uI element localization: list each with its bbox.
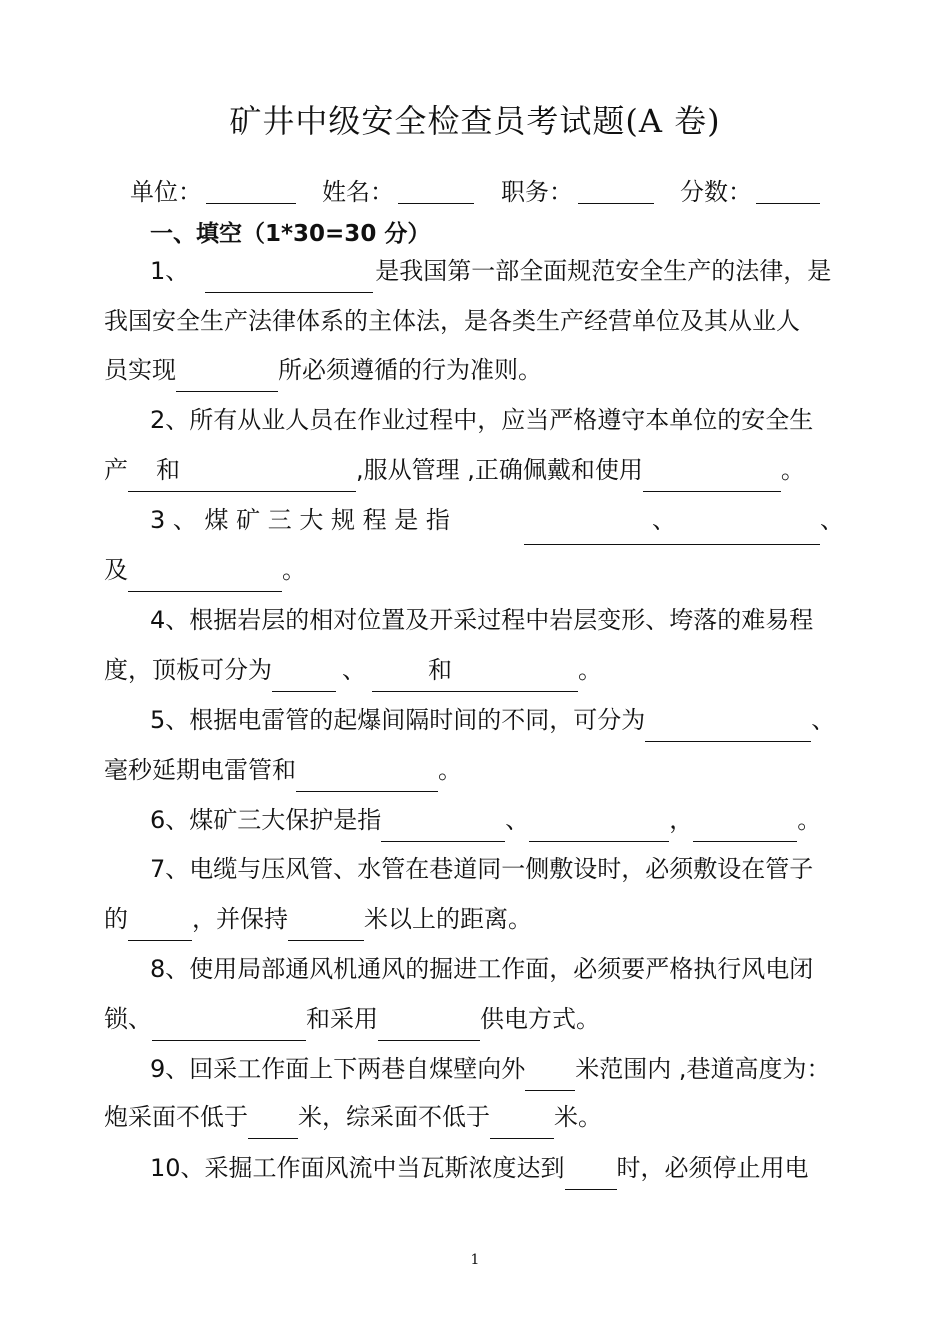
q1-text-1: 是我国第一部全面规范安全生产的法律，是 — [375, 257, 832, 285]
q7-line2 — [104, 904, 532, 941]
q2-text-5: 。 — [780, 456, 805, 484]
q7-line1 — [150, 854, 813, 884]
q6-blank-1[interactable] — [381, 819, 505, 842]
q10-blank-1[interactable] — [565, 1167, 617, 1190]
q10-text-1: 10、采掘工作面风流中当瓦斯浓度达到 — [150, 1154, 565, 1182]
q1-line2 — [104, 306, 800, 336]
q1-text-4: 所必须遵循的行为准则。 — [278, 356, 542, 384]
page-number: 1 — [470, 1252, 480, 1268]
q1-blank-2[interactable] — [176, 369, 278, 392]
q3-text-2: 及 — [104, 556, 128, 584]
q5-text-4: 。 — [438, 756, 462, 784]
position-label: 职务： — [501, 178, 573, 206]
q7-text-2: 的 — [104, 905, 128, 933]
position-blank[interactable] — [578, 203, 654, 204]
q1-line3 — [104, 355, 542, 392]
q3-text-3: 。 — [282, 556, 306, 584]
q1-blank-1[interactable] — [205, 270, 373, 293]
q9-line1 — [150, 1054, 831, 1091]
q3-blank-1[interactable] — [524, 544, 820, 545]
unit-blank[interactable] — [206, 203, 296, 204]
q5-text-1: 5、根据电雷管的起爆间隔时间的不同，可分为 — [150, 706, 646, 734]
q8-line1 — [150, 954, 813, 984]
q7-text-3: ，并保持 — [192, 905, 288, 933]
q2-text-1: 2、所有从业人员在作业过程中，应当严格遵守本单位的安全生 — [150, 406, 814, 434]
q1-line1 — [150, 256, 831, 293]
q7-text-1: 7、电缆与压风管、水管在巷道同一侧敷设时，必须敷设在管子 — [150, 855, 814, 883]
q5-blank-2[interactable] — [296, 769, 438, 792]
q4-sep-1: 、 — [342, 656, 366, 684]
q5-line1 — [150, 705, 835, 742]
q2-blank-2[interactable] — [228, 469, 356, 492]
q5-line2 — [104, 755, 462, 792]
q1-text-3: 员实现 — [104, 356, 176, 384]
score-label: 分数： — [680, 178, 752, 206]
q9-blank-2[interactable] — [248, 1116, 298, 1139]
q9-text-1: 9、回采工作面上下两巷自煤壁向外 — [150, 1055, 526, 1083]
name-label: 姓名： — [322, 178, 394, 206]
q4-text-3: 。 — [578, 656, 602, 684]
q4-sep-2: 和 — [428, 656, 452, 684]
q9-blank-1[interactable] — [525, 1068, 575, 1091]
q5-blank-1[interactable] — [645, 719, 811, 742]
q6-sep-1: 、 — [505, 806, 530, 834]
q7-blank-2[interactable] — [288, 918, 364, 941]
q8-line2 — [104, 1004, 600, 1041]
q5-text-2: 、 — [811, 706, 836, 734]
q6-sep-2: ， — [669, 806, 694, 834]
score-blank[interactable] — [756, 203, 820, 204]
q3-text-1: 3 、 煤 矿 三 大 规 程 是 指 — [150, 506, 450, 534]
q3-sep-1: 、 — [652, 506, 676, 534]
q1-text-2: 我国安全生产法律体系的主体法，是各类生产经营单位及其从业人 — [104, 307, 800, 335]
q9-text-5: 米。 — [554, 1103, 602, 1131]
q6-text-1: 6、煤矿三大保护是指 — [150, 806, 382, 834]
q8-text-4: 供电方式。 — [480, 1005, 600, 1033]
section-heading: 一、填空（1*30=30 分） — [150, 221, 431, 247]
q8-text-1: 8、使用局部通风机通风的掘进工作面，必须要严格执行风电闭 — [150, 955, 814, 983]
q6-blank-2[interactable] — [529, 819, 669, 842]
q3-line1 — [150, 505, 450, 535]
q9-line2 — [104, 1102, 602, 1139]
q4-line2 — [104, 655, 602, 692]
q4-text-2: 度，顶板可分为 — [104, 656, 272, 684]
q7-text-4: 米以上的距离。 — [364, 905, 532, 933]
q7-blank-1[interactable] — [128, 918, 192, 941]
q4-blank-3[interactable] — [462, 669, 578, 692]
q2-line2 — [104, 455, 805, 492]
q10-line — [150, 1153, 809, 1190]
q4-line1 — [150, 605, 813, 635]
q4-blank-1[interactable] — [272, 669, 336, 692]
q3-sep-2: 、 — [820, 506, 844, 534]
q2-blank-3[interactable] — [643, 469, 781, 492]
unit-label: 单位： — [130, 178, 202, 206]
q3-line2 — [104, 555, 306, 592]
q8-blank-1[interactable] — [152, 1018, 306, 1041]
q3-blank-2[interactable] — [128, 569, 282, 592]
q9-text-4: 米，综采面不低于 — [298, 1103, 490, 1131]
q9-blank-3[interactable] — [490, 1116, 554, 1139]
q5-text-3: 毫秒延期电雷管和 — [104, 756, 296, 784]
q4-text-1: 4、根据岩层的相对位置及开采过程中岩层变形、垮落的难易程 — [150, 606, 814, 634]
q6-blank-3[interactable] — [693, 819, 797, 842]
q1-number: 1、 — [150, 257, 190, 285]
q9-text-2: 米范围内 ,巷道高度为： — [575, 1055, 831, 1083]
q8-text-2: 锁、 — [104, 1005, 152, 1033]
exam-title: 矿井中级安全检查员考试题(A 卷) — [229, 102, 721, 140]
name-blank[interactable] — [398, 203, 474, 204]
q8-blank-2[interactable] — [378, 1018, 480, 1041]
q2-text-3: 和 — [156, 456, 180, 484]
q6-line — [150, 805, 821, 842]
q10-text-2: 时，必须停止用电 — [616, 1154, 809, 1182]
q9-text-3: 炮采面不低于 — [104, 1103, 248, 1131]
q6-text-2: 。 — [797, 806, 822, 834]
q2-text-4: ,服从管理 ,正确佩戴和使用 — [356, 456, 643, 484]
q2-blank-1[interactable] — [128, 469, 232, 492]
q8-text-3: 和采用 — [306, 1005, 378, 1033]
q2-line1 — [150, 405, 813, 435]
q2-text-2: 产 — [104, 456, 128, 484]
